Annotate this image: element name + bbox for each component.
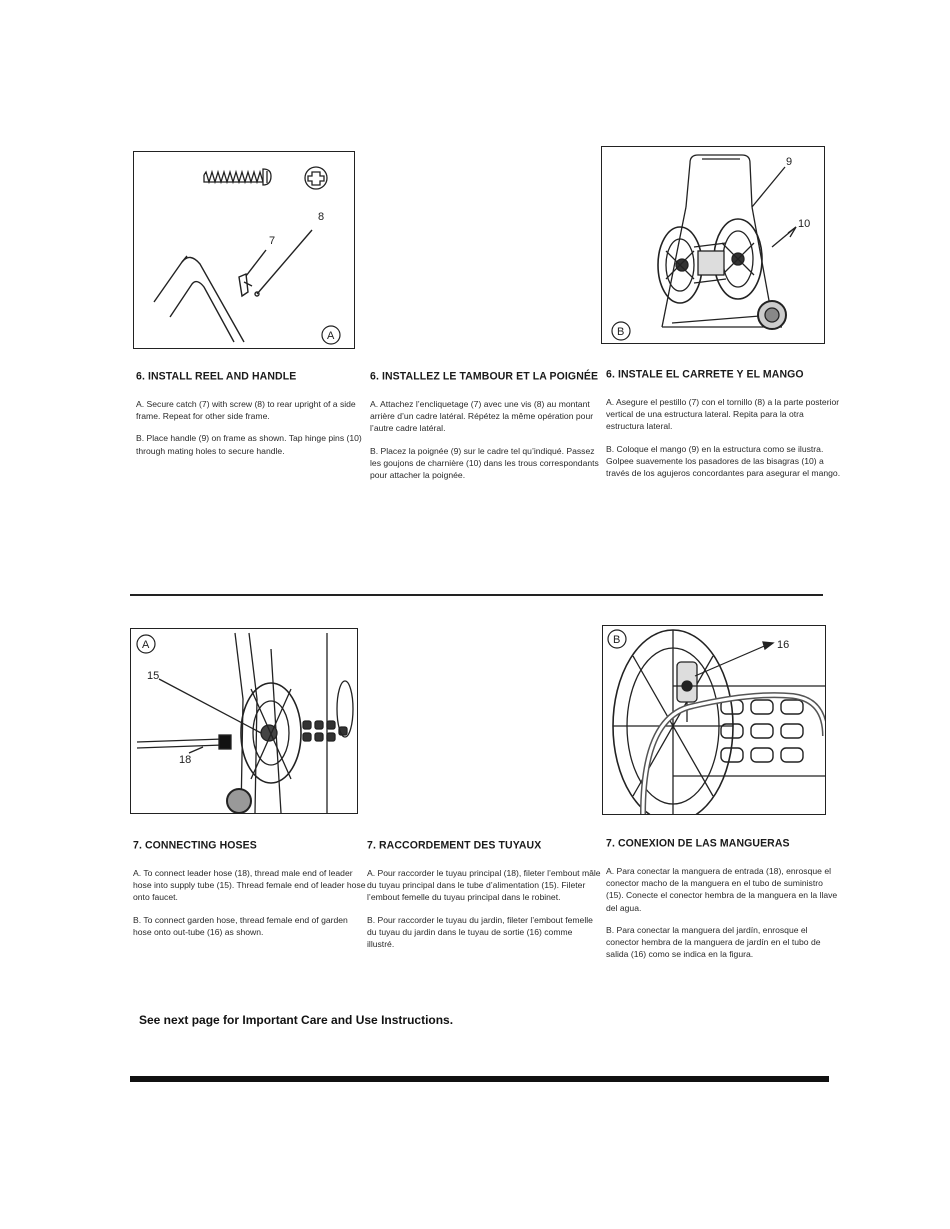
step-7b-en: B. To connect garden hose, thread female end of garden hose onto out-tube (16) as shown. — [133, 914, 348, 937]
section-6-spanish — [606, 368, 841, 489]
step-6a-fr: A. Attachez l’encliquetage (7) avec une vis (8) au montant arrière d’un cadre latéral. Répétez la même opération pour l’autre cadre latéral. — [370, 399, 594, 434]
step-6a-es: A. Asegure el pestillo (7) con el tornillo (8) a la parte posterior vertical de una estructura lateral. Repita para la otra estructura lateral. — [606, 397, 840, 432]
figure-tag-a: A — [327, 330, 335, 342]
callout-7: 7 — [269, 235, 276, 247]
callout-15: 15 — [147, 670, 160, 682]
leader-hose-connection-illustration — [131, 629, 357, 813]
section-7-english — [133, 839, 368, 948]
step-6b-fr: B. Placez la poignée (9) sur le cadre tel qu’indiqué. Passez les goujons de charnière (10) dans les trous correspondants pour attacher la poignée. — [370, 445, 599, 481]
callout-16: 16 — [777, 639, 790, 651]
section-6-heading-es: 6. INSTALE EL CARRETE Y EL MANGO — [606, 368, 804, 381]
section-7-heading-fr: 7. RACCORDEMENT DES TUYAUX — [367, 839, 542, 852]
step-6b-es: B. Coloque el mango (9) en la estructura como se ilustra. Golpee suavemente los pasadores de las bisagras (10) a través de los agujeros concordantes para asegurar el mango. — [606, 443, 841, 479]
screw-catch-illustration — [134, 152, 354, 348]
hose-reel-cart-illustration — [602, 147, 824, 343]
section-7-french — [367, 839, 602, 960]
step-7a-es: A. Para conectar la manguera de entrada (18), enrosque el conector macho de la manguera en el tubo de suministro (15). Conecte el conector hembra de la manguera en la llave del agua. — [606, 866, 838, 913]
callout-9: 9 — [786, 156, 793, 168]
section-6-english — [136, 370, 371, 467]
figure-6b — [601, 146, 825, 344]
section-7-spanish — [606, 837, 841, 970]
callout-18: 18 — [179, 754, 192, 766]
section-7-heading-en: 7. CONNECTING HOSES — [133, 839, 257, 852]
figure-tag-b: B — [613, 634, 621, 646]
step-7b-fr: B. Pour raccorder le tuyau du jardin, fileter l’embout femelle du tuyau du jardin dans le tuyau de sortie (16) comme illustré. — [367, 914, 593, 950]
section-6-french — [370, 370, 605, 491]
page-bottom-rule — [130, 1076, 829, 1082]
step-7b-es: B. Para conectar la manguera del jardín, enrosque el conector hembra de la manguera de jardín en el tubo de salida (16) como se indica en la figura. — [606, 924, 821, 960]
figure-tag-b: B — [617, 326, 625, 338]
callout-8: 8 — [318, 211, 325, 223]
step-6b-en: B. Place handle (9) on frame as shown. Tap hinge pins (10) through mating holes to secure handle. — [136, 433, 362, 456]
step-7a-en: A. To connect leader hose (18), thread male end of leader hose into supply tube (15). Thread female end of leader hose onto faucet. — [133, 868, 366, 903]
section-divider — [130, 594, 823, 596]
figure-6a — [133, 151, 355, 349]
section-6-heading-fr: 6. INSTALLEZ LE TAMBOUR ET LA POIGNÉE — [370, 370, 599, 383]
step-6a-en: A. Secure catch (7) with screw (8) to rear upright of a side frame. Repeat for other side frame. — [136, 399, 356, 422]
garden-hose-connection-illustration — [603, 626, 825, 814]
callout-10: 10 — [798, 218, 811, 230]
section-7-heading-es: 7. CONEXION DE LAS MANGUERAS — [606, 837, 790, 850]
step-7a-fr: A. Pour raccorder le tuyau principal (18), fileter l’embout mâle du tuyau principal dans le tube d’alimentation (15). Fileter l’embout femelle du tuyau principal dans le robinet. — [367, 868, 601, 903]
footer-note: See next page for Important Care and Use Instructions. — [139, 1013, 454, 1027]
figure-7a — [130, 628, 358, 814]
figure-tag-a: A — [142, 639, 150, 651]
figure-7b — [602, 625, 826, 815]
section-6-heading-en: 6. INSTALL REEL AND HANDLE — [136, 370, 297, 383]
